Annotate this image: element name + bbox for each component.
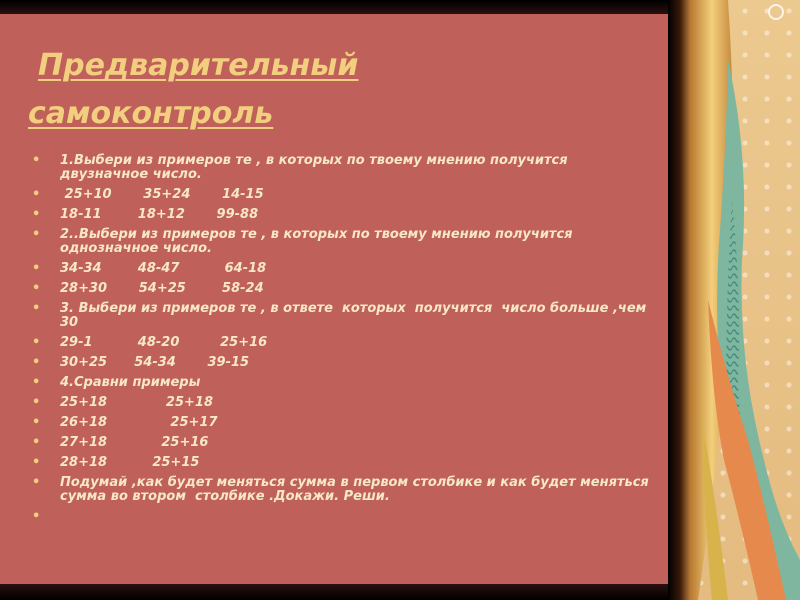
bullet-icon: • — [32, 301, 41, 316]
bottom-border — [0, 584, 668, 600]
list-item — [30, 456, 655, 470]
list-item-text: 25+10 35+24 14-15 — [60, 187, 264, 202]
list-item — [30, 228, 655, 256]
list-item-text: 1.Выбери из примеров те , в которых по твоему мнению получится двузначное число. — [60, 153, 573, 182]
bullet-icon: • — [32, 355, 41, 370]
list-item — [30, 208, 655, 222]
bullet-icon: • — [32, 261, 41, 276]
list-item-text: 4.Сравни примеры — [60, 375, 201, 390]
list-item — [30, 396, 655, 410]
list-item — [30, 154, 655, 182]
list-item-text: 28+30 54+25 58-24 — [60, 281, 264, 296]
bullet-icon: • — [32, 187, 41, 202]
bullet-icon: • — [32, 153, 41, 168]
bullet-icon: • — [32, 207, 41, 222]
bullet-icon: • — [32, 281, 41, 296]
list-item-text: 2..Выбери из примеров те , в которых по твоему мнению получится однозначное число. — [60, 227, 578, 256]
title-line-2: самоконтроль — [28, 96, 274, 131]
bullet-icon: • — [32, 375, 41, 390]
main-panel — [0, 14, 668, 584]
list-item — [30, 356, 655, 370]
list-item-text: 26+18 25+17 — [60, 415, 218, 430]
list-item — [30, 262, 655, 276]
bullet-icon: • — [32, 509, 41, 524]
bullet-icon: • — [32, 455, 41, 470]
list-item-text: 29-1 48-20 25+16 — [60, 335, 268, 350]
bullet-icon: • — [32, 415, 41, 430]
bullet-icon: • — [32, 395, 41, 410]
flower-ornament-icon — [769, 5, 783, 19]
list-item — [30, 336, 655, 350]
bullet-icon: • — [32, 435, 41, 450]
list-item — [30, 302, 655, 330]
list-item-text: 25+18 25+18 — [60, 395, 213, 410]
bullet-icon: • — [32, 227, 41, 242]
bullet-list — [30, 153, 655, 524]
list-item — [30, 416, 655, 430]
list-item — [30, 436, 655, 450]
list-item-text: 30+25 54-34 39-15 — [60, 355, 250, 370]
list-item-text: Подумай ,как будет меняться сумма в первом столбике и как будет меняться сумма во втором столбике .Докажи. Реши. — [60, 475, 654, 504]
bullet-icon: • — [32, 475, 41, 490]
title-line-1: Предварительный — [38, 48, 359, 83]
list-item — [30, 476, 655, 504]
list-item-text: 18-11 18+12 99-88 — [60, 207, 259, 222]
list-item-text: 28+18 25+15 — [60, 455, 200, 470]
list-item-text: 3. Выбери из примеров те , в ответе которых получится число больше ,чем 30 — [60, 301, 651, 330]
list-item — [30, 188, 655, 202]
drape-ribbons-graphic — [668, 0, 800, 600]
list-item-text: 27+18 25+16 — [60, 435, 209, 450]
slide-title — [28, 42, 358, 138]
decorative-side-panel — [668, 0, 800, 600]
list-item-text: 34-34 48-47 64-18 — [60, 261, 267, 276]
list-item — [30, 282, 655, 296]
bullet-icon: • — [32, 335, 41, 350]
list-item — [30, 376, 655, 390]
top-border — [0, 0, 668, 14]
